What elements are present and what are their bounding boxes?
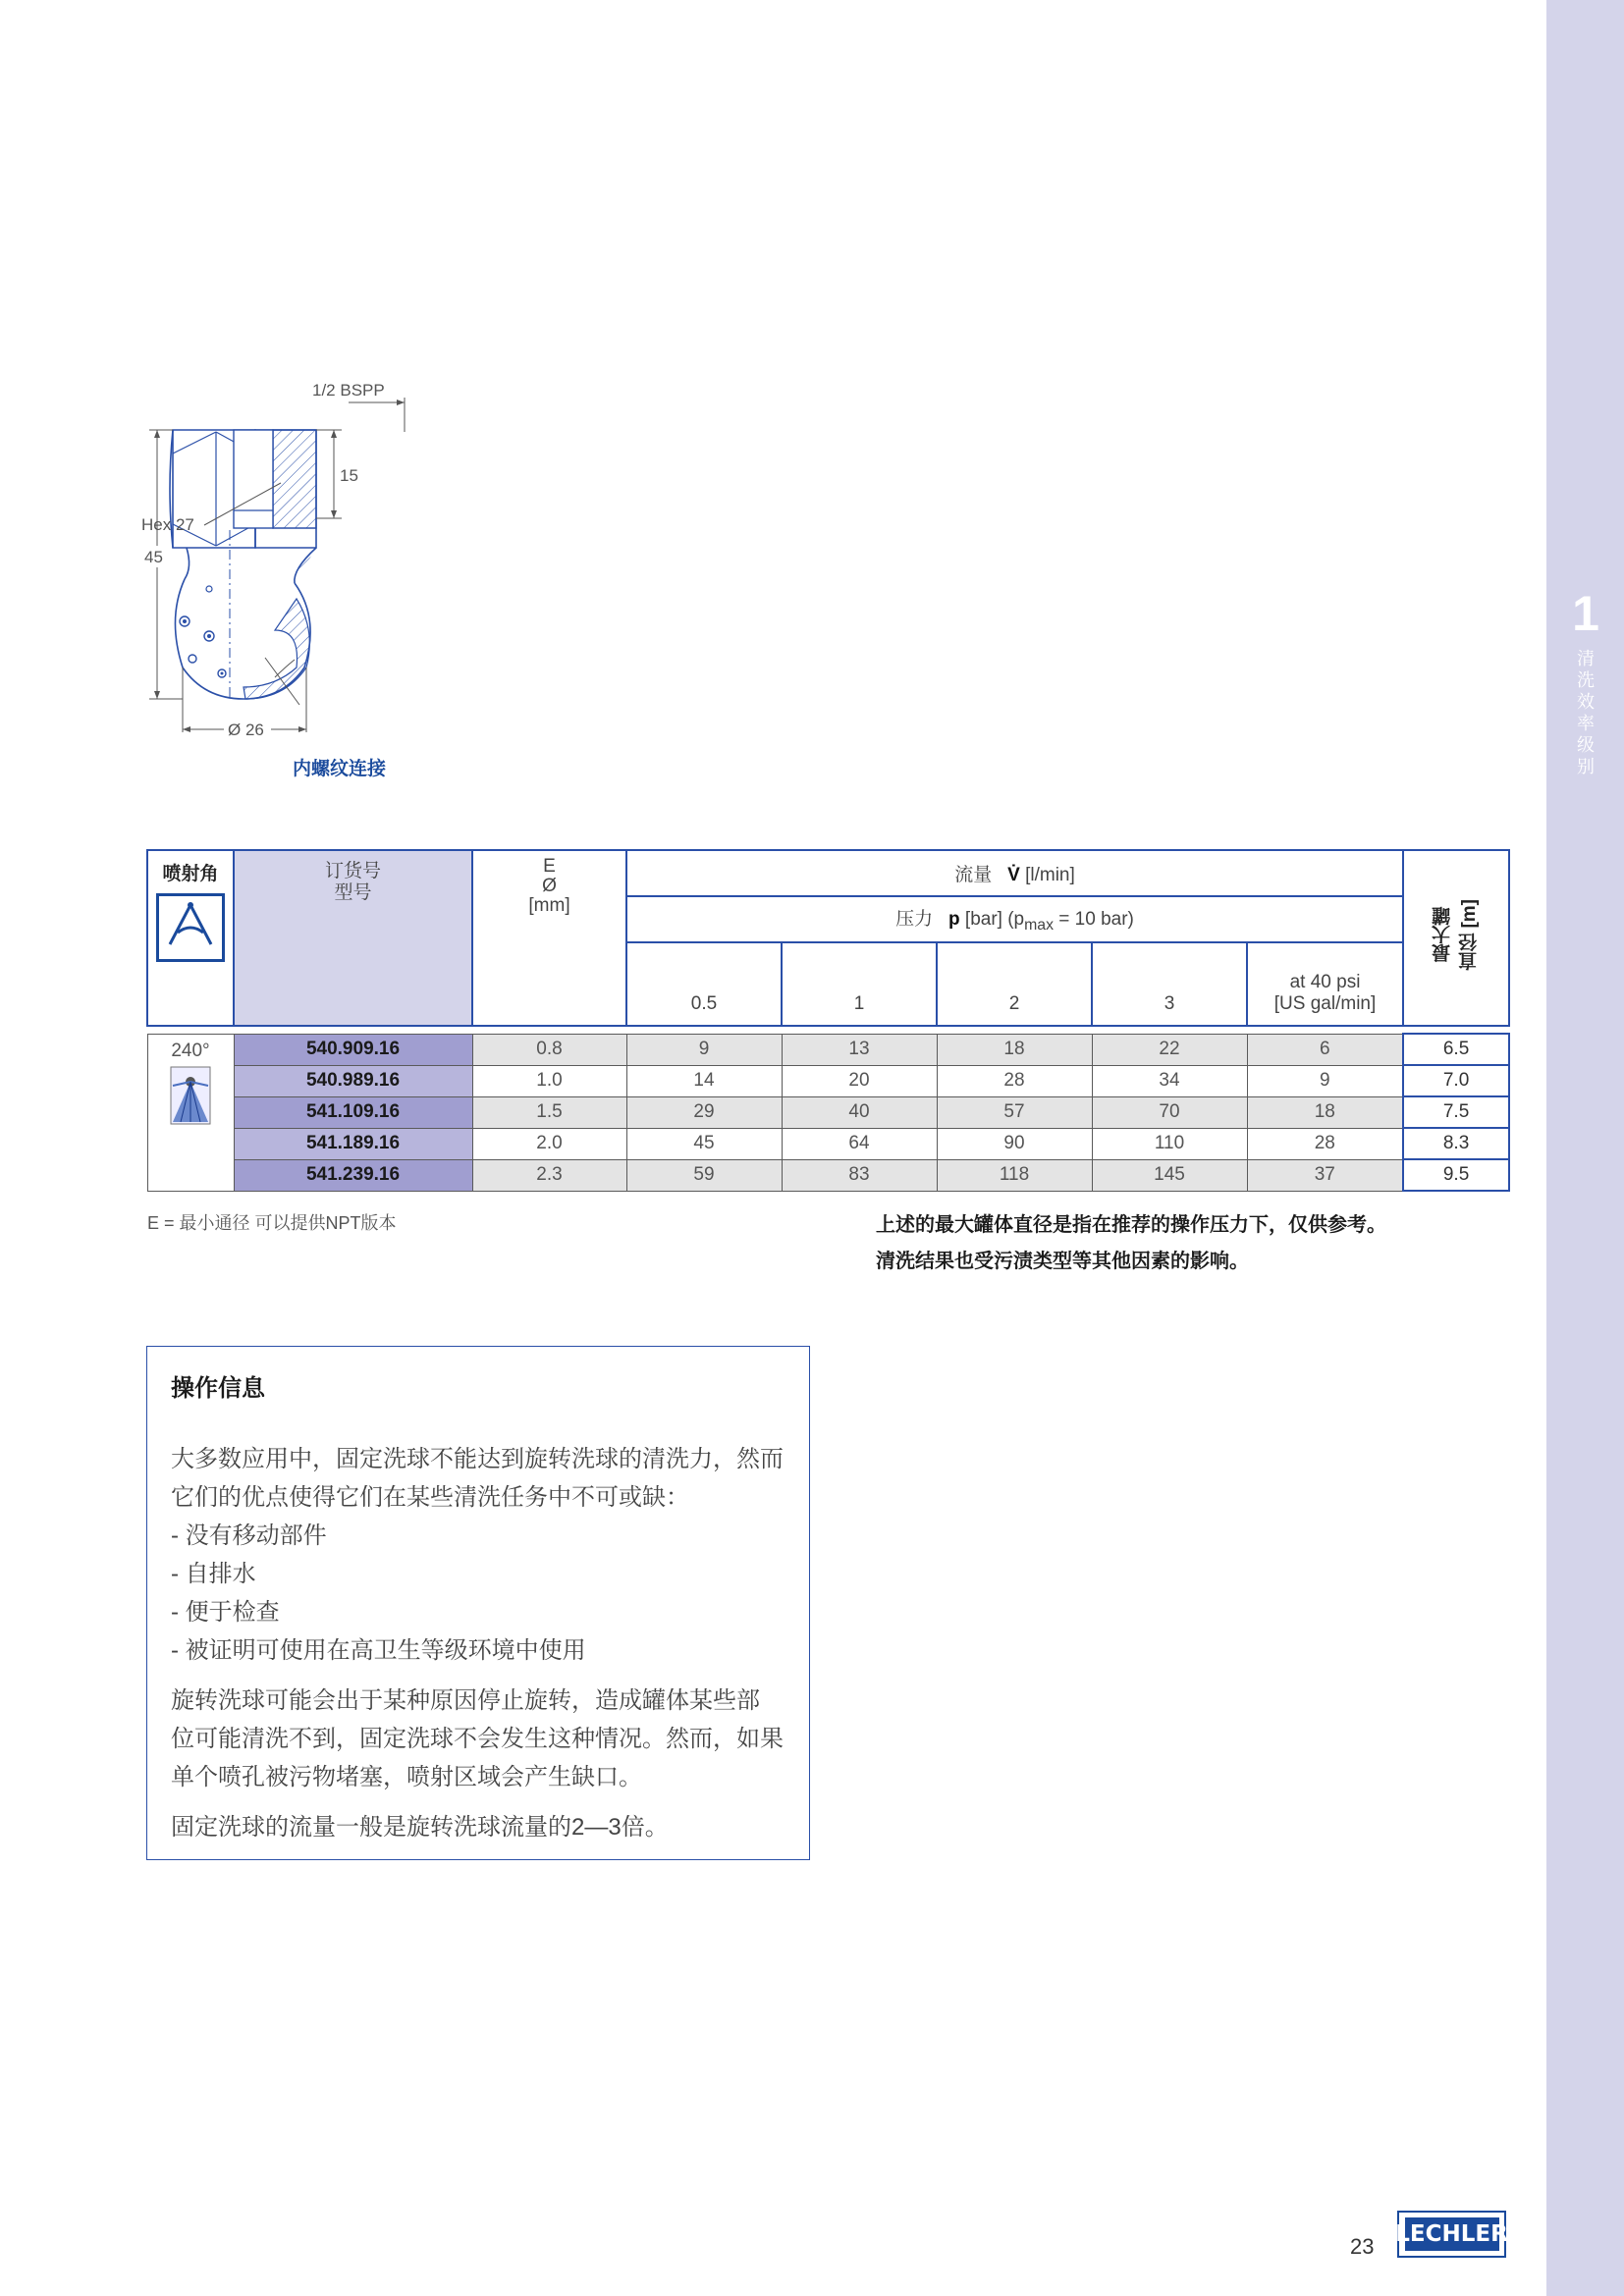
flow-3-bar: 34 — [1092, 1065, 1247, 1096]
height-dimension: 45 — [144, 548, 163, 566]
pressure-col-2: 2 — [937, 942, 1092, 1026]
flow-0-5-bar: 45 — [626, 1128, 782, 1159]
max-tank-diameter: 6.5 — [1403, 1034, 1509, 1065]
pressure-rest: = 10 bar) — [1054, 909, 1134, 931]
spray-pattern-icon — [170, 1066, 211, 1125]
max-tank-diameter-label — [1430, 899, 1483, 971]
pressure-sub: max — [1024, 916, 1055, 934]
e-header-line3: [mm] — [528, 895, 570, 916]
flow-40-psi: 28 — [1247, 1128, 1403, 1159]
order-header-line2: 型号 — [334, 882, 372, 903]
order-number: 540.909.16 — [234, 1034, 472, 1065]
side-strip — [1546, 0, 1624, 2296]
bore-diameter: 1.5 — [472, 1096, 626, 1128]
psi-line2: [US gal/min] — [1273, 993, 1377, 1014]
flow-1-bar: 64 — [782, 1128, 937, 1159]
pressure-label: 压力 — [895, 909, 934, 931]
list-item: - 便于检查 — [171, 1599, 280, 1626]
flow-2-bar: 90 — [937, 1128, 1092, 1159]
order-number-header — [234, 850, 472, 1026]
max-tank-diameter: 9.5 — [1403, 1159, 1509, 1191]
order-header-line1: 订货号 — [324, 861, 381, 881]
flow-40-psi: 37 — [1247, 1159, 1403, 1191]
max-tank-diameter-header — [1403, 850, 1509, 1026]
flow-unit: [l/min] — [1025, 865, 1075, 885]
flow-0-5-bar: 29 — [626, 1096, 782, 1128]
flow-2-bar: 18 — [937, 1034, 1092, 1065]
order-number: 540.989.16 — [234, 1065, 472, 1096]
tank-diameter-note — [876, 1207, 1386, 1280]
tank-note-line1: 上述的最大罐体直径是指在推荐的操作压力下，仅供参考。 — [876, 1214, 1386, 1236]
pressure-col-psi — [1247, 942, 1403, 1026]
chapter-title-char: 别 — [1577, 757, 1595, 776]
table-row — [147, 1096, 1509, 1128]
info-para2-line3: 单个喷孔被污物堵塞，喷射区域会产生缺口。 — [171, 1764, 642, 1790]
flow-0-5-bar: 14 — [626, 1065, 782, 1096]
pressure-col-1: 1 — [782, 942, 937, 1026]
spec-table — [146, 849, 1510, 1192]
page-number: 23 — [1350, 2234, 1375, 2259]
spray-angle-cell — [147, 1034, 234, 1191]
chapter-title-char: 率 — [1577, 714, 1595, 733]
flow-40-psi: 18 — [1247, 1096, 1403, 1128]
chapter-title — [1575, 648, 1597, 777]
psi-line1: at 40 psi — [1289, 972, 1361, 992]
list-item: - 自排水 — [171, 1561, 256, 1587]
flow-40-psi: 9 — [1247, 1065, 1403, 1096]
max-tank-diameter: 7.0 — [1403, 1065, 1509, 1096]
e-header-line2: Ø — [542, 876, 557, 896]
list-item: - 没有移动部件 — [171, 1522, 327, 1549]
info-para1-line2: 它们的优点使得它们在某些清洗任务中不可或缺： — [171, 1484, 689, 1511]
max-tank-diameter: 7.5 — [1403, 1096, 1509, 1128]
table-row — [147, 1159, 1509, 1191]
order-number: 541.239.16 — [234, 1159, 472, 1191]
list-item: - 被证明可使用在高卫生等级环境中使用 — [171, 1637, 586, 1664]
flow-2-bar: 57 — [937, 1096, 1092, 1128]
max-dia-line1: 最大罐 — [1433, 907, 1454, 963]
chapter-title-char: 洗 — [1577, 670, 1595, 690]
flow-symbol: V̇ — [1007, 865, 1020, 885]
flow-2-bar: 118 — [937, 1159, 1092, 1191]
bore-diameter: 2.3 — [472, 1159, 626, 1191]
flow-3-bar: 110 — [1092, 1128, 1247, 1159]
info-para2-line1: 旋转洗球可能会出于某种原因停止旋转，造成罐体某些部 — [171, 1687, 760, 1714]
thread-depth-dimension: 15 — [340, 466, 358, 485]
pressure-header — [626, 896, 1403, 942]
pressure-col-3: 3 — [1092, 942, 1247, 1026]
lechler-logo — [1397, 2211, 1506, 2258]
bore-diameter: 2.0 — [472, 1128, 626, 1159]
flow-header — [626, 850, 1403, 896]
bore-diameter-header — [472, 850, 626, 1026]
spray-angle-header-label: 喷射角 — [162, 864, 219, 884]
flow-0-5-bar: 9 — [626, 1034, 782, 1065]
chapter-title-char: 级 — [1577, 735, 1595, 755]
chapter-title-char: 清 — [1577, 649, 1595, 668]
flow-label: 流量 — [954, 865, 993, 885]
spray-angle-header — [147, 850, 234, 1026]
spray-angle-value: 240° — [171, 1040, 210, 1061]
info-para2-line2: 位可能清洗不到，固定洗球不会发生这种情况。然而，如果 — [171, 1726, 784, 1752]
flow-1-bar: 20 — [782, 1065, 937, 1096]
drawing-caption: 内螺纹连接 — [293, 759, 387, 779]
thread-label: 1/2 BSPP — [312, 381, 385, 400]
table-gap — [147, 1026, 1509, 1034]
flow-3-bar: 145 — [1092, 1159, 1247, 1191]
flow-0-5-bar: 59 — [626, 1159, 782, 1191]
info-title: 操作信息 — [171, 1375, 265, 1402]
table-row — [147, 1128, 1509, 1159]
flow-1-bar: 40 — [782, 1096, 937, 1128]
table-row — [147, 1065, 1509, 1096]
chapter-number: 1 — [1572, 586, 1599, 641]
operating-info-box — [146, 1346, 810, 1860]
pressure-unit: [bar] (p — [964, 909, 1025, 931]
flow-40-psi: 6 — [1247, 1034, 1403, 1065]
pressure-col-0-5: 0.5 — [626, 942, 782, 1026]
max-dia-line2: 直径 [m] — [1459, 899, 1481, 971]
spray-angle-icon — [156, 893, 225, 962]
order-number: 541.109.16 — [234, 1096, 472, 1128]
info-paragraph — [171, 1440, 785, 1670]
table-row — [147, 1034, 1509, 1065]
pressure-symbol: p — [948, 909, 960, 931]
max-tank-diameter: 8.3 — [1403, 1128, 1509, 1159]
order-number: 541.189.16 — [234, 1128, 472, 1159]
flow-1-bar: 13 — [782, 1034, 937, 1065]
logo-wordmark: LECHLER — [1405, 2217, 1499, 2251]
info-paragraph: 固定洗球的流量一般是旋转洗球流量的2—3倍。 — [171, 1814, 669, 1841]
info-paragraph — [171, 1682, 785, 1796]
flow-3-bar: 22 — [1092, 1034, 1247, 1065]
diameter-dimension: Ø 26 — [228, 721, 264, 739]
hex-label: Hex 27 — [141, 515, 194, 534]
bore-diameter: 1.0 — [472, 1065, 626, 1096]
bore-diameter: 0.8 — [472, 1034, 626, 1065]
e-header-line1: E — [543, 856, 556, 877]
flow-2-bar: 28 — [937, 1065, 1092, 1096]
chapter-title-char: 效 — [1577, 692, 1595, 712]
flow-1-bar: 83 — [782, 1159, 937, 1191]
table-footnote: E = 最小通径 可以提供NPT版本 — [147, 1213, 397, 1233]
info-para1-line1: 大多数应用中，固定洗球不能达到旋转洗球的清洗力，然而 — [171, 1446, 784, 1472]
tank-note-line2: 清洗结果也受污渍类型等其他因素的影响。 — [876, 1251, 1249, 1272]
flow-3-bar: 70 — [1092, 1096, 1247, 1128]
nozzle-drawing — [128, 373, 491, 746]
